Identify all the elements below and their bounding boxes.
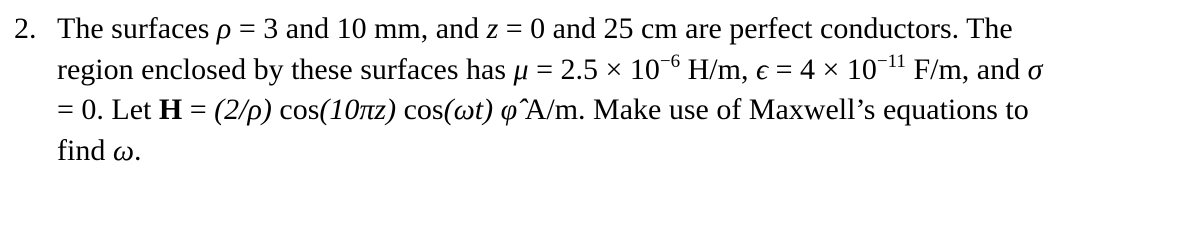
math-argument: (10πz) [319, 93, 397, 126]
text-line-4 [57, 131, 1190, 172]
problem-statement [14, 9, 1190, 171]
text-line-1 [57, 9, 1190, 50]
math-argument: (ωt) [443, 93, 494, 126]
text-run: A/m. Make use of Maxwell’s equations to [517, 93, 1029, 126]
text-line-3 [57, 90, 1190, 131]
symbol-epsilon: ϵ [755, 52, 769, 86]
text-line-2 [57, 50, 1190, 91]
text-run: = 0 and 25 cm are perfect conductors. The [498, 12, 1013, 45]
math-factor: (2/ρ) [214, 93, 272, 126]
exponent: −6 [659, 50, 681, 72]
text-run: = 0. Let [57, 93, 159, 126]
problem-number: 2. [14, 12, 37, 45]
text-run: The surfaces [57, 12, 217, 45]
text-run: . [134, 133, 142, 167]
text-run: H/m, [680, 52, 756, 86]
symbol-rho: ρ [216, 12, 232, 45]
text-run: = 4 × 10 [768, 52, 877, 86]
symbol-mu: μ [513, 52, 529, 86]
text-run: F/m, and [905, 52, 1028, 86]
symbol-z: z [486, 12, 499, 45]
text-run [493, 93, 501, 126]
symbol-H-vector: H [158, 93, 183, 126]
symbol-sigma: σ [1027, 52, 1043, 86]
text-run: = 3 and 10 mm, and [231, 12, 487, 45]
text-run: cos [396, 93, 444, 126]
problem-text [57, 9, 1190, 171]
text-run: cos [271, 93, 320, 126]
symbol-omega: ω [112, 133, 135, 167]
text-run: = [182, 93, 215, 126]
symbol-phi-hat: φ̂ [500, 93, 518, 126]
text-run: = 2.5 × 10 [528, 52, 660, 86]
text-run: region enclosed by these surfaces has [57, 52, 514, 86]
text-run: find [57, 133, 113, 167]
exponent: −11 [876, 50, 906, 72]
